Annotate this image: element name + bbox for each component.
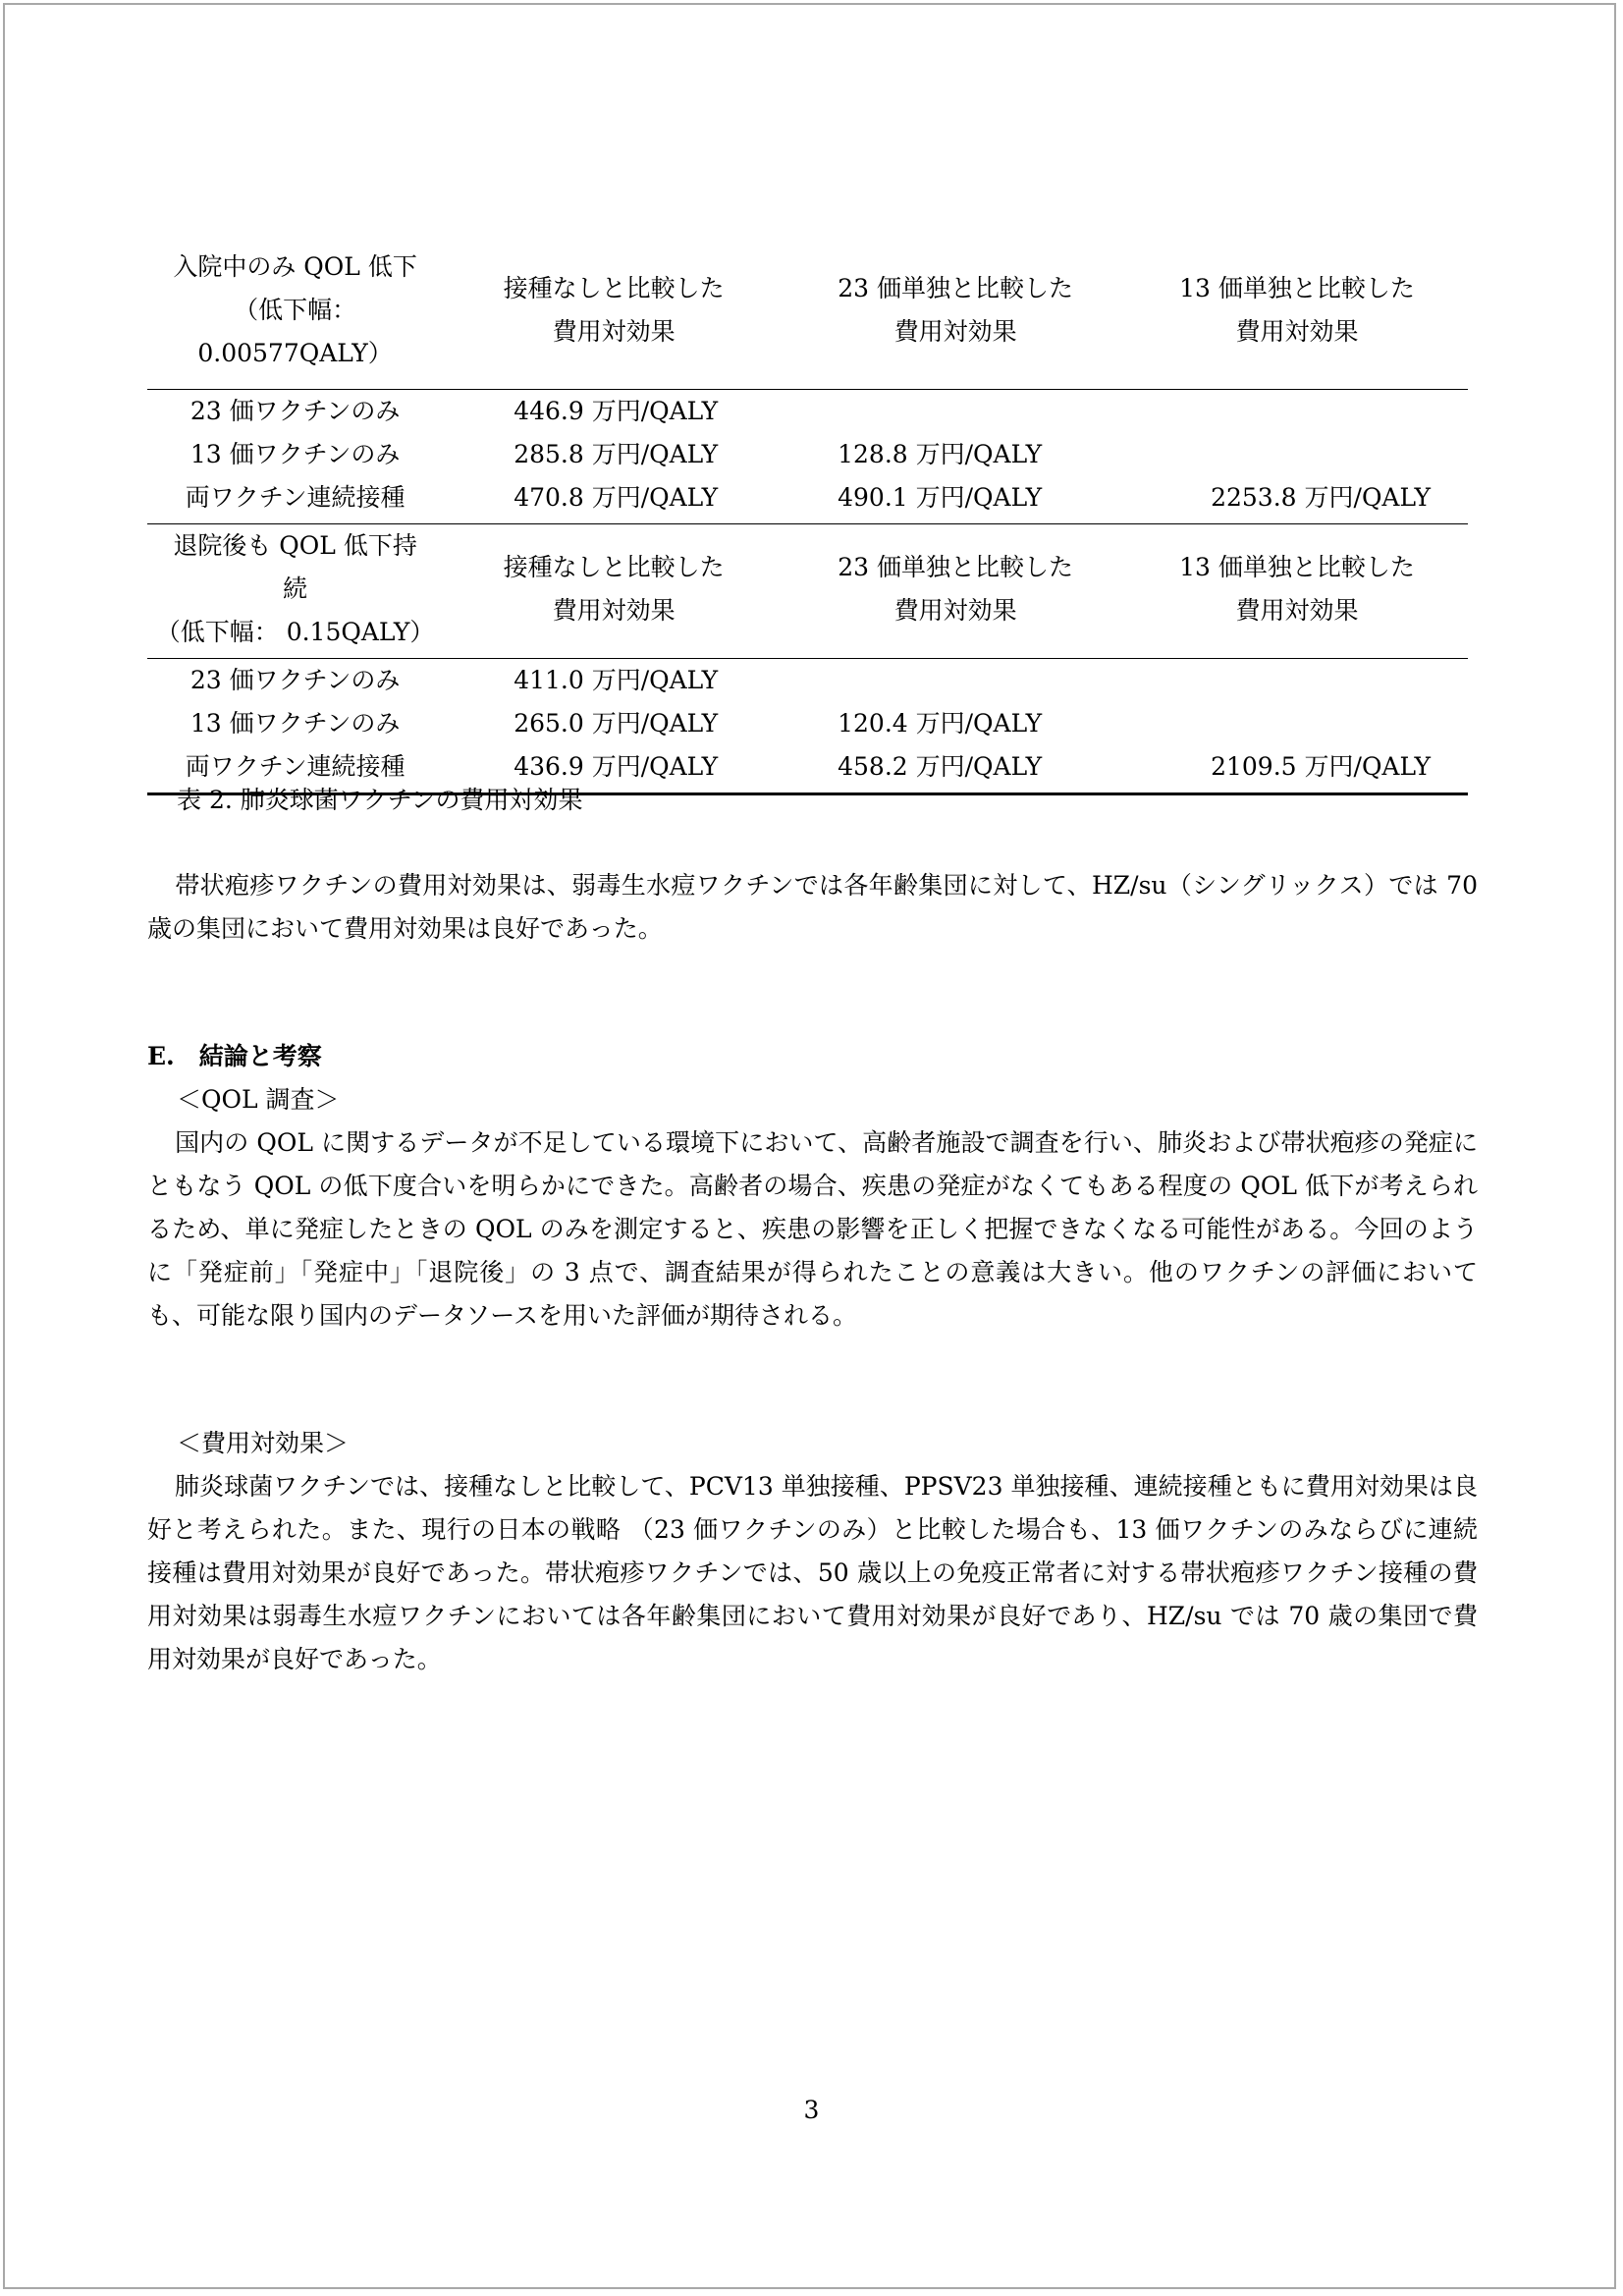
table-cell: 470.8 万円/QALY: [443, 476, 784, 524]
table-header-row-1: [147, 246, 1468, 390]
table-header-row-2: [147, 524, 1468, 659]
paragraph-text: 帯状疱疹ワクチンの費用対効果は、弱毒生水痘ワクチンでは各年齢集団に対して、HZ/su（シングリックス）では 70 歳の集団において費用対効果は良好であった。: [147, 871, 1478, 943]
table-cell: [784, 390, 1126, 434]
table-cell: [1126, 659, 1468, 703]
table-cell: 23 価ワクチンのみ: [189, 666, 401, 694]
table-row: [147, 433, 1468, 476]
table-cell: 2253.8 万円/QALY: [1126, 476, 1468, 524]
paragraph-text: 肺炎球菌ワクチンでは、接種なしと比較して、PCV13 単独接種、PPSV23 単独接種、連続接種ともに費用対効果は良好と考えられた。また、現行の日本の戦略 （23 価ワクチンのみ）と比較した場合も、13 価ワクチンのみならびに連続接種は費用対効果が良好であった。帯状疱疹ワクチンでは、50 歳以上の免疫正常者に対する帯状疱疹ワクチン接種の費用対効果は弱毒生水痘ワクチンにおいては各年齢集団において費用対効果が良好であり、HZ/su では 70 歳の集団で費用対効果が良好であった。: [147, 1472, 1478, 1673]
table-cell: [1126, 390, 1468, 434]
table-caption: 表 2. 肺炎球菌ワクチンの費用対効果: [177, 786, 583, 814]
table-header-cell: 接種なしと比較した 費用対効果: [443, 524, 784, 659]
paragraph-cost-effectiveness: [147, 1465, 1478, 1681]
table-cell: 13 価ワクチンのみ: [189, 709, 401, 738]
table-cell: [1126, 433, 1468, 476]
paragraph-text: 国内の QOL に関するデータが不足している環境下において、高齢者施設で調査を行い、肺炎および帯状疱疹の発症にともなう QOL の低下度合いを明らかにできた。高齢者の場合、疾患の発症がなくてもある程度の QOL 低下が考えられるため、単に発症したときの QOL のみを測定すると、疾患の影響を正しく把握できなくなる可能性がある。今回のように「発症前」「発症中」「退院後」の 3 点で、調査結果が得られたことの意義は大きい。他のワクチンの評価においても、可能な限り国内のデータソースを用いた評価が期待される。: [147, 1128, 1478, 1330]
cost-effectiveness-table: [147, 246, 1468, 795]
table-cell: [1126, 702, 1468, 745]
table-cell: 2109.5 万円/QALY: [1126, 745, 1468, 794]
subheading-qol-survey: ＜QOL 調査＞: [177, 1085, 340, 1114]
table-row: [147, 659, 1468, 703]
table-header-cell: 接種なしと比較した 費用対効果: [443, 246, 784, 390]
table-cell: 285.8 万円/QALY: [514, 440, 719, 468]
table-header-cell: 23 価単独と比較した 費用対効果: [784, 524, 1126, 659]
table-cell: 120.4 万円/QALY: [838, 709, 1043, 738]
subheading-cost-effectiveness: ＜費用対効果＞: [177, 1429, 350, 1457]
table-cell: [784, 659, 1126, 703]
paragraph-qol-survey: [147, 1121, 1478, 1338]
table-header-cell: 13 価単独と比較した 費用対効果: [1126, 246, 1468, 390]
table-cell: 265.0 万円/QALY: [514, 709, 719, 738]
table-cell: 436.9 万円/QALY: [443, 745, 784, 794]
table-row: [147, 476, 1468, 524]
table-header-cell: 13 価単独と比較した 費用対効果: [1126, 524, 1468, 659]
page-number: 3: [803, 2096, 820, 2124]
table-cell: 458.2 万円/QALY: [784, 745, 1126, 794]
table-cell: 13 価ワクチンのみ: [189, 440, 401, 468]
table-header-cell: 退院後も QOL 低下持 続 （低下幅： 0.15QALY）: [147, 524, 443, 659]
table-cell: 両ワクチン連続接種: [147, 745, 443, 794]
table-cell: 490.1 万円/QALY: [784, 476, 1126, 524]
table-cell: 446.9 万円/QALY: [514, 397, 719, 425]
section-heading: E. 結論と考察: [147, 1042, 322, 1070]
table-cell: 411.0 万円/QALY: [514, 666, 719, 694]
paragraph-shingles-summary: [147, 864, 1478, 951]
table-cell: 23 価ワクチンのみ: [189, 397, 401, 425]
table-header-cell: 23 価単独と比較した 費用対効果: [784, 246, 1126, 390]
table-row: [147, 702, 1468, 745]
table-cell: 128.8 万円/QALY: [838, 440, 1043, 468]
table-cell: 両ワクチン連続接種: [147, 476, 443, 524]
table-row: [147, 390, 1468, 434]
table-header-cell: 入院中のみ QOL 低下 （低下幅： 0.00577QALY）: [147, 246, 443, 390]
